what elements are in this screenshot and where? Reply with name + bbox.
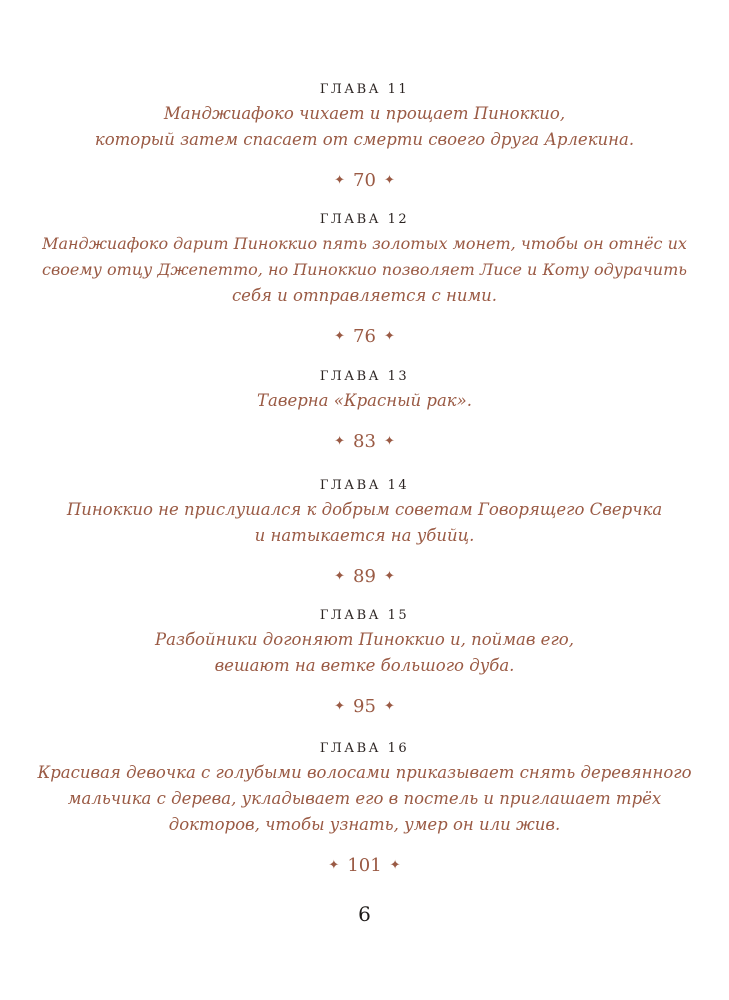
chapter-label: ГЛАВА 12 bbox=[319, 212, 410, 227]
chapter-entry-11 bbox=[0, 82, 729, 193]
chapter-label: ГЛАВА 15 bbox=[319, 608, 410, 623]
chapter-entry-16 bbox=[0, 741, 729, 878]
chapter-title-line: себя и отправляется с ними. bbox=[231, 286, 498, 305]
star-ornament-icon: ✦ bbox=[334, 699, 346, 714]
star-ornament-icon: ✦ bbox=[334, 173, 346, 188]
page-number-value: 70 bbox=[353, 170, 376, 191]
chapter-page-number bbox=[0, 565, 729, 589]
chapter-title-line: который затем спасает от смерти своего друга Арлекина. bbox=[94, 130, 635, 149]
chapter-entry-14 bbox=[0, 478, 729, 589]
star-ornament-icon: ✦ bbox=[328, 858, 340, 873]
chapter-page-number bbox=[0, 325, 729, 349]
chapter-entry-12 bbox=[0, 212, 729, 349]
page-number-value: 76 bbox=[353, 326, 376, 347]
chapter-title-line: Разбойники догоняют Пиноккио и, поймав его, bbox=[155, 630, 574, 649]
chapter-entry-15 bbox=[0, 608, 729, 719]
chapter-title-line: вешают на ветке большого дуба. bbox=[214, 656, 515, 675]
star-ornament-icon: ✦ bbox=[334, 434, 346, 449]
chapter-page-number bbox=[0, 695, 729, 719]
chapter-title-line: докторов, чтобы узнать, умер он или жив. bbox=[168, 815, 561, 834]
chapter-title-line: и натыкается на убийц. bbox=[254, 526, 475, 545]
star-ornament-icon: ✦ bbox=[383, 569, 395, 584]
chapter-title-line: мальчика с дерева, укладывает его в постель и приглашает трёх bbox=[67, 789, 662, 808]
chapter-page-number bbox=[0, 854, 729, 878]
page-number-value: 101 bbox=[347, 855, 382, 876]
chapter-title bbox=[0, 231, 729, 309]
chapter-title-line: Манджиафоко чихает и прощает Пиноккио, bbox=[163, 104, 566, 123]
star-ornament-icon: ✦ bbox=[389, 858, 401, 873]
star-ornament-icon: ✦ bbox=[383, 699, 395, 714]
page-number-value: 89 bbox=[353, 566, 376, 587]
chapter-page-number bbox=[0, 169, 729, 193]
star-ornament-icon: ✦ bbox=[383, 173, 395, 188]
star-ornament-icon: ✦ bbox=[383, 329, 395, 344]
page-number-value: 83 bbox=[353, 431, 376, 452]
page-number-value: 95 bbox=[353, 696, 376, 717]
chapter-label: ГЛАВА 16 bbox=[319, 741, 410, 756]
star-ornament-icon: ✦ bbox=[383, 434, 395, 449]
chapter-label: ГЛАВА 14 bbox=[319, 478, 410, 493]
chapter-title-line: Манджиафоко дарит Пиноккио пять золотых монет, чтобы он отнёс их bbox=[42, 234, 687, 253]
page-folio: 6 bbox=[358, 902, 371, 926]
chapter-entry-13 bbox=[0, 369, 729, 454]
chapter-title bbox=[0, 627, 729, 679]
chapter-title bbox=[0, 101, 729, 153]
star-ornament-icon: ✦ bbox=[334, 329, 346, 344]
chapter-title-line: Красивая девочка с голубыми волосами приказывает снять деревянного bbox=[37, 763, 692, 782]
chapter-page-number bbox=[0, 430, 729, 454]
star-ornament-icon: ✦ bbox=[334, 569, 346, 584]
chapter-title-line: своему отцу Джепетто, но Пиноккио позволяет Лисе и Коту одурачить bbox=[42, 260, 687, 279]
chapter-title bbox=[0, 497, 729, 549]
chapter-title bbox=[0, 388, 729, 414]
chapter-label: ГЛАВА 11 bbox=[319, 82, 410, 97]
chapter-label: ГЛАВА 13 bbox=[319, 369, 410, 384]
chapter-title-line: Пиноккио не прислушался к добрым советам Говорящего Сверчка bbox=[66, 500, 663, 519]
chapter-title bbox=[0, 760, 729, 838]
chapter-title-line: Таверна «Красный рак». bbox=[257, 391, 472, 410]
